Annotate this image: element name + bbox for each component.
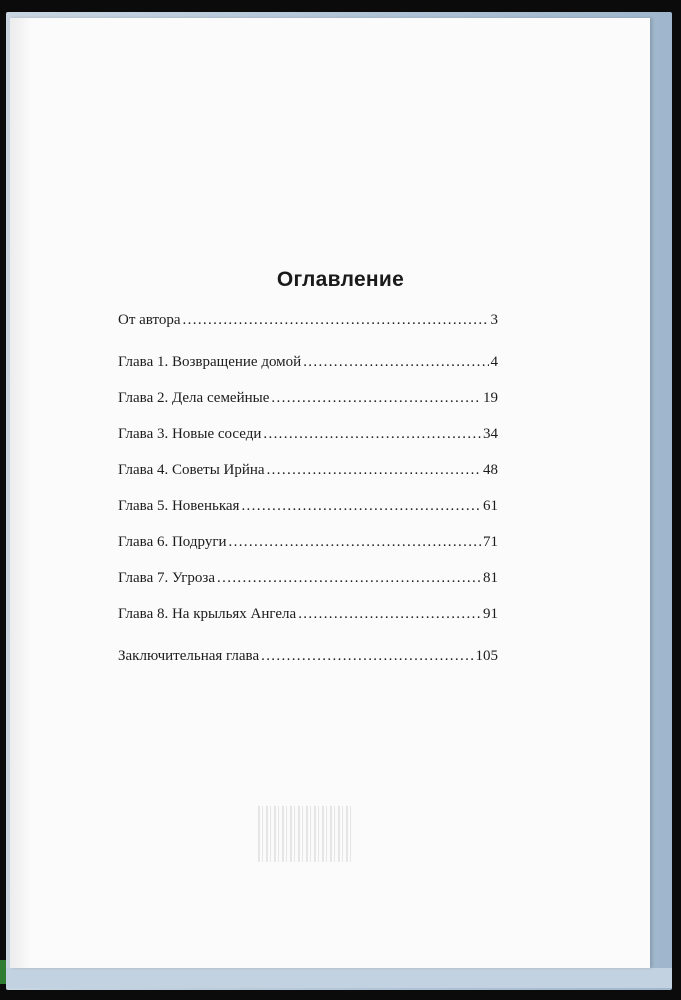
toc-entry-title: Глава 1. Возвращение домой <box>118 354 302 370</box>
toc-entry-page: 61 <box>483 498 498 514</box>
dot-leader <box>303 354 488 371</box>
toc-entry-page: 48 <box>483 462 498 478</box>
toc-entry-author-note <box>118 312 498 334</box>
toc-entry-page: 34 <box>483 426 498 442</box>
toc-entry-title: Глава 4. Советы Ирйна <box>118 462 265 478</box>
dot-leader <box>263 426 481 443</box>
dot-leader <box>241 498 481 515</box>
toc-entry-chapter-6 <box>118 534 498 556</box>
toc-entry-chapter-4 <box>118 462 498 484</box>
dot-leader <box>271 390 481 407</box>
dot-leader <box>261 648 473 665</box>
cover-green-edge <box>0 960 6 984</box>
bleed-through-barcode <box>258 806 354 862</box>
toc-entry-page: 71 <box>483 534 498 550</box>
toc-entry-chapter-2 <box>118 390 498 412</box>
toc-entry-title: Глава 2. Дела семейные <box>118 390 270 406</box>
page-gutter-shade <box>10 18 32 968</box>
book-cover-bottom-edge <box>6 968 672 988</box>
toc-entry-title: Глава 8. На крыльях Ангела <box>118 606 297 622</box>
toc-entry-chapter-1 <box>118 354 498 376</box>
dot-leader <box>298 606 481 623</box>
toc-entry-chapter-3 <box>118 426 498 448</box>
toc-entry-page: 91 <box>483 606 498 622</box>
toc-entry-title: Глава 7. Угроза <box>118 570 216 586</box>
toc-heading: Оглавление <box>276 268 405 292</box>
toc-entry-title: Заключительная глава <box>118 648 260 664</box>
toc-entry-title: Глава 6. Подруги <box>118 534 227 550</box>
toc-entry-chapter-7 <box>118 570 498 592</box>
toc-entry-chapter-8 <box>118 606 498 628</box>
toc-entry-title: От автора <box>118 312 181 328</box>
dot-leader <box>217 570 481 587</box>
toc-entry-title: Глава 3. Новые соседи <box>118 426 262 442</box>
toc-entry-page: 105 <box>475 648 498 664</box>
dot-leader <box>229 534 482 551</box>
toc-entry-page: 81 <box>483 570 498 586</box>
toc-entry-page: 3 <box>490 312 498 328</box>
dot-leader <box>267 462 481 479</box>
toc-entry-page: 4 <box>490 354 498 370</box>
toc-entry-title: Глава 5. Новенькая <box>118 498 240 514</box>
toc-entry-final-chapter <box>118 648 498 670</box>
toc-entry-page: 19 <box>483 390 498 406</box>
dot-leader <box>183 312 489 329</box>
toc-entry-chapter-5 <box>118 498 498 520</box>
